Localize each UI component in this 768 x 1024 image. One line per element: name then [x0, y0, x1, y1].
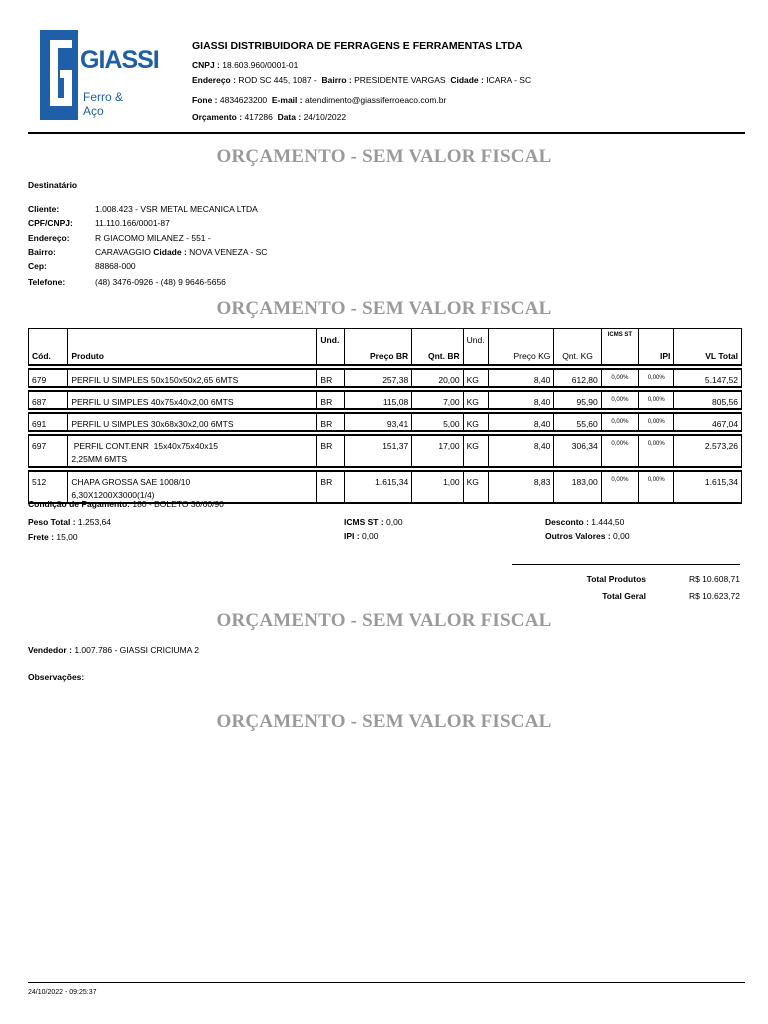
cell-produto: PERFIL U SIMPLES 30x68x30x2,00 6MTS: [68, 413, 317, 431]
payment-condition: Condição de Pagamento: 180 - BOLETO 30/60/90: [28, 499, 224, 509]
cell-cod: 679: [29, 369, 68, 387]
cell-icms: 0,00%: [601, 471, 638, 503]
company-cnpj: CNPJ : 18.603.960/0001-01: [192, 60, 299, 70]
cell-cod: 512: [29, 471, 68, 503]
cpf-value: 11.110.166/0001-87: [95, 218, 170, 228]
cell-preco-br: 257,38: [344, 369, 412, 387]
telefone-label: Telefone:: [28, 277, 66, 287]
cell-icms: 0,00%: [601, 413, 638, 431]
table-row: [29, 369, 742, 387]
cell-und2: KG: [463, 369, 488, 387]
destinatario-title: Destinatário: [28, 180, 78, 190]
cell-total: 1.615,34: [674, 471, 742, 503]
col-qnt-kg: Qnt. KG: [554, 329, 601, 366]
frete: Frete : 15,00: [28, 532, 78, 542]
cell-und: BR: [317, 471, 344, 503]
cell-ipi: 0,00%: [639, 391, 674, 409]
col-total: VL Total: [674, 329, 742, 366]
cep-value: 88868-000: [95, 261, 136, 271]
col-icms: ICMS ST: [601, 329, 638, 366]
cell-und2: KG: [463, 413, 488, 431]
cell-preco-kg: 8,40: [488, 391, 554, 409]
cell-und: BR: [317, 369, 344, 387]
cpf-label: CPF/CNPJ:: [28, 218, 73, 228]
logo-subtitle: Ferro & Aço: [83, 90, 124, 118]
cell-preco-kg: 8,40: [488, 413, 554, 431]
cell-qnt-br: 1,00: [412, 471, 463, 503]
cliente-label: Cliente:: [28, 204, 60, 214]
footer-timestamp: 24/10/2022 - 09:25:37: [28, 989, 97, 996]
cell-preco-kg: 8,40: [488, 435, 554, 467]
cell-total: 2.573,26: [674, 435, 742, 467]
cell-produto: PERFIL CONT.ENR 15x40x75x40x15 2,25MM 6MTS: [68, 435, 317, 467]
cell-und: BR: [317, 391, 344, 409]
cell-produto: PERFIL U SIMPLES 40x75x40x2,00 6MTS: [68, 391, 317, 409]
cell-qnt-kg: 306,34: [554, 435, 601, 467]
cell-preco-br: 115,08: [344, 391, 412, 409]
cell-und: BR: [317, 413, 344, 431]
cell-qnt-kg: 612,80: [554, 369, 601, 387]
cell-qnt-br: 7,00: [412, 391, 463, 409]
col-cod: Cód.: [29, 329, 68, 366]
items-table: [28, 328, 742, 504]
icms-st-total: ICMS ST : 0,00: [344, 517, 403, 527]
total-produtos-label: Total Produtos: [586, 574, 646, 584]
totals-divider: [512, 564, 740, 565]
cell-preco-br: 1.615,34: [344, 471, 412, 503]
cliente-value: 1.008.423 - VSR METAL MECANICA LTDA: [95, 204, 258, 214]
endereco-label: Endereço:: [28, 233, 70, 243]
cell-total: 805,56: [674, 391, 742, 409]
cell-icms: 0,00%: [601, 391, 638, 409]
bairro-label: Bairro:: [28, 247, 56, 257]
bairro-value: CARAVAGGIO Cidade : NOVA VENEZA - SC: [95, 247, 268, 257]
watermark-4: ORÇAMENTO - SEM VALOR FISCAL: [216, 711, 552, 732]
table-row: [29, 435, 742, 467]
company-address: Endereço : ROD SC 445, 1087 - Bairro : PRESIDENTE VARGAS Cidade : ICARA - SC: [192, 75, 532, 85]
cell-icms: 0,00%: [601, 435, 638, 467]
cell-qnt-kg: 183,00: [554, 471, 601, 503]
company-contact: Fone : 4834623200 E-mail : atendimento@giassiferroeaco.com.br: [192, 95, 447, 105]
company-logo: [40, 30, 159, 120]
quote-info: Orçamento : 417286 Data : 24/10/2022: [192, 112, 347, 122]
col-produto: Produto: [68, 329, 317, 366]
col-preco-br: Preço BR: [344, 329, 412, 366]
cell-ipi: 0,00%: [639, 413, 674, 431]
outros-valores: Outros Valores : 0,00: [545, 531, 630, 541]
ipi-total: IPI : 0,00: [344, 531, 379, 541]
cell-und2: KG: [463, 471, 488, 503]
logo-name: GIASSI: [80, 46, 159, 74]
cell-total: 5.147,52: [674, 369, 742, 387]
cell-preco-kg: 8,83: [488, 471, 554, 503]
col-ipi: IPI: [639, 329, 674, 366]
cell-qnt-br: 20,00: [412, 369, 463, 387]
cell-preco-br: 151,37: [344, 435, 412, 467]
company-name: GIASSI DISTRIBUIDORA DE FERRAGENS E FERRAMENTAS LTDA: [192, 40, 523, 52]
col-und2: Und.: [463, 329, 488, 366]
cep-label: Cep:: [28, 261, 47, 271]
cell-qnt-br: 17,00: [412, 435, 463, 467]
cell-icms: 0,00%: [601, 369, 638, 387]
total-produtos-value: R$ 10.608,71: [688, 574, 740, 584]
table-header-row: [29, 329, 742, 366]
cell-und2: KG: [463, 391, 488, 409]
cell-cod: 697: [29, 435, 68, 467]
cell-qnt-kg: 55,60: [554, 413, 601, 431]
cell-produto: CHAPA GROSSA SAE 1008/10 6,30X1200X3000(1/4): [68, 471, 317, 503]
desconto: Desconto : 1.444,50: [545, 517, 625, 527]
cell-ipi: 0,00%: [639, 435, 674, 467]
footer-divider: [28, 982, 745, 983]
cell-produto: PERFIL U SIMPLES 50x150x50x2,65 6MTS: [68, 369, 317, 387]
watermark-3: ORÇAMENTO - SEM VALOR FISCAL: [216, 610, 552, 631]
vendedor: Vendedor : 1.007.786 - GIASSI CRICIUMA 2: [28, 645, 200, 655]
cell-total: 467,04: [674, 413, 742, 431]
watermark-2: ORÇAMENTO - SEM VALOR FISCAL: [216, 298, 552, 319]
col-qnt-br: Qnt. BR: [412, 329, 463, 366]
cell-ipi: 0,00%: [639, 471, 674, 503]
peso-total: Peso Total : 1.253,64: [28, 517, 112, 527]
cell-und: BR: [317, 435, 344, 467]
cell-ipi: 0,00%: [639, 369, 674, 387]
cell-preco-br: 93,41: [344, 413, 412, 431]
col-und: Und.: [317, 329, 344, 366]
total-geral-value: R$ 10.623,72: [688, 591, 740, 601]
cell-qnt-br: 5,00: [412, 413, 463, 431]
cell-qnt-kg: 95,90: [554, 391, 601, 409]
observacoes-label: Observações:: [28, 672, 85, 682]
total-geral-label: Total Geral: [602, 591, 646, 601]
header-divider: [28, 132, 745, 134]
watermark-1: ORÇAMENTO - SEM VALOR FISCAL: [216, 146, 552, 167]
table-row: [29, 413, 742, 431]
endereco-value: R GIACOMO MILANEZ - 551 -: [95, 233, 211, 243]
telefone-value: (48) 3476-0926 - (48) 9 9646-5656: [95, 277, 226, 287]
col-preco-kg: Preço KG: [488, 329, 554, 366]
table-row: [29, 391, 742, 409]
cell-und2: KG: [463, 435, 488, 467]
cell-cod: 687: [29, 391, 68, 409]
cell-cod: 691: [29, 413, 68, 431]
cell-preco-kg: 8,40: [488, 369, 554, 387]
